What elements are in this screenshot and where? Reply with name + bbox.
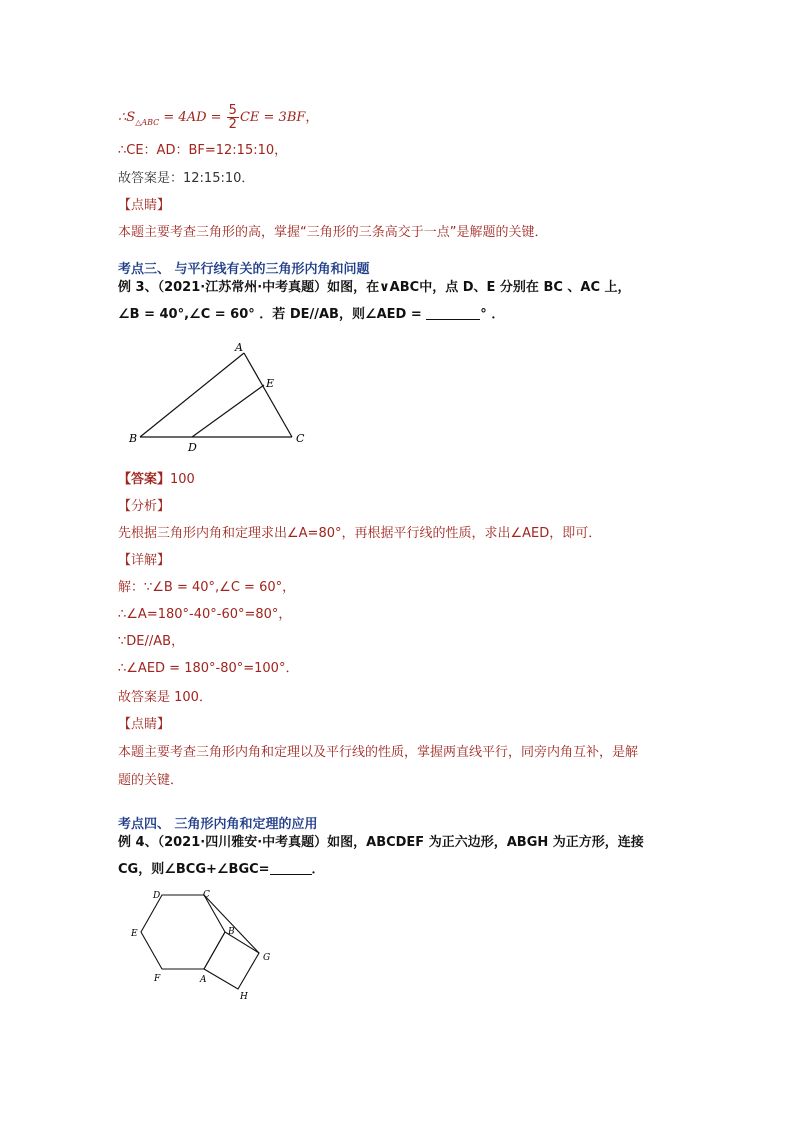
answer-heading: 【答案】 <box>118 472 171 487</box>
label-g4: G <box>263 953 271 963</box>
answer-blank-4 <box>270 862 312 875</box>
label-a4: A <box>200 975 207 985</box>
detail-step-1: 解：∵∠B = 40°,∠C = 60°， <box>118 580 296 595</box>
label-c: C <box>296 432 305 445</box>
example-4-line-1: 例 4、（2021·四川雅安·中考真题）如图，ABCDEF 为正六边形，ABGH 为正方形，连接 <box>118 835 644 850</box>
analysis-text: 先根据三角形内角和定理求出∠A=80°，再根据平行线的性质，求出∠AED，即可． <box>118 526 602 541</box>
fraction-numerator: 5 <box>228 103 237 118</box>
answer-value: 100 <box>170 472 195 487</box>
fraction <box>227 104 239 131</box>
area-equation <box>118 104 318 132</box>
comment-text: 本题主要考查三角形的高，掌握“三角形的三条高交于一点”是解题的关键． <box>118 225 548 240</box>
hexagon-square-figure <box>120 885 290 1005</box>
label-d4: D <box>153 891 161 901</box>
area-subscript: △ABC <box>135 118 160 127</box>
label-e: E <box>266 377 275 390</box>
label-b: B <box>129 432 138 445</box>
example-3-line-1: 例 3、（2021·江苏常州·中考真题）如图，在∨ABC中，点 D、E 分别在 BC 、AC 上， <box>118 280 631 295</box>
comment-heading-3: 【点睛】 <box>118 717 171 732</box>
ratio-line: ∴CE：AD：BF=12:15:10， <box>118 143 288 158</box>
example-3-line-2-end: ° ． <box>480 307 505 322</box>
example-4-line-2-end: ． <box>311 862 325 877</box>
label-b4: B <box>228 927 235 937</box>
label-c4: C <box>203 890 210 900</box>
triangle-figure <box>120 335 320 460</box>
label-a: A <box>235 341 243 354</box>
section-3-title: 考点三、 与平行线有关的三角形内角和问题 <box>118 262 370 277</box>
answer-line-3 <box>118 471 195 489</box>
comment-line-2: 题的关键． <box>118 773 184 788</box>
answer-blank <box>426 307 480 320</box>
area-end: ， <box>305 110 319 125</box>
comment-heading: 【点睛】 <box>118 198 171 213</box>
side-ab <box>140 353 244 437</box>
area-prefix: ∴S <box>118 110 136 125</box>
example-4-line-2-text: CG，则∠BCG+∠BGC= <box>118 862 270 877</box>
detail-heading: 【详解】 <box>118 553 171 568</box>
label-d: D <box>188 441 197 454</box>
analysis-heading: 【分析】 <box>118 499 171 514</box>
label-f4: F <box>154 974 161 984</box>
example-4-line-2 <box>118 861 325 879</box>
answer-line: 故答案是：12:15:10． <box>118 171 255 186</box>
comment-line-1: 本题主要考查三角形内角和定理以及平行线的性质，掌握两直线平行，同旁内角互补，是解 <box>118 745 639 760</box>
detail-step-4: ∴∠AED = 180°-80°=100°． <box>118 661 299 676</box>
detail-step-5: 故答案是 100． <box>118 690 212 705</box>
area-tail: CE = 3BF <box>239 110 306 125</box>
area-middle: = 4AD = <box>159 110 226 125</box>
segment-de <box>192 385 264 437</box>
fraction-denominator: 2 <box>228 117 237 132</box>
side-ac <box>244 353 292 437</box>
hexagon-abcdef <box>141 895 225 969</box>
square-abgh <box>204 932 259 989</box>
label-e4: E <box>131 929 138 939</box>
example-3-line-2-text: ∠B = 40°,∠C = 60° ．若 DE//AB，则∠AED = <box>118 307 427 322</box>
section-4-title: 考点四、 三角形内角和定理的应用 <box>118 817 318 832</box>
detail-step-3: ∵DE//AB， <box>118 634 185 649</box>
example-3-line-2 <box>118 306 504 324</box>
detail-step-2: ∴∠A=180°-40°-60°=80°， <box>118 607 292 622</box>
segment-cg <box>204 895 259 953</box>
label-h4: H <box>240 992 248 1002</box>
